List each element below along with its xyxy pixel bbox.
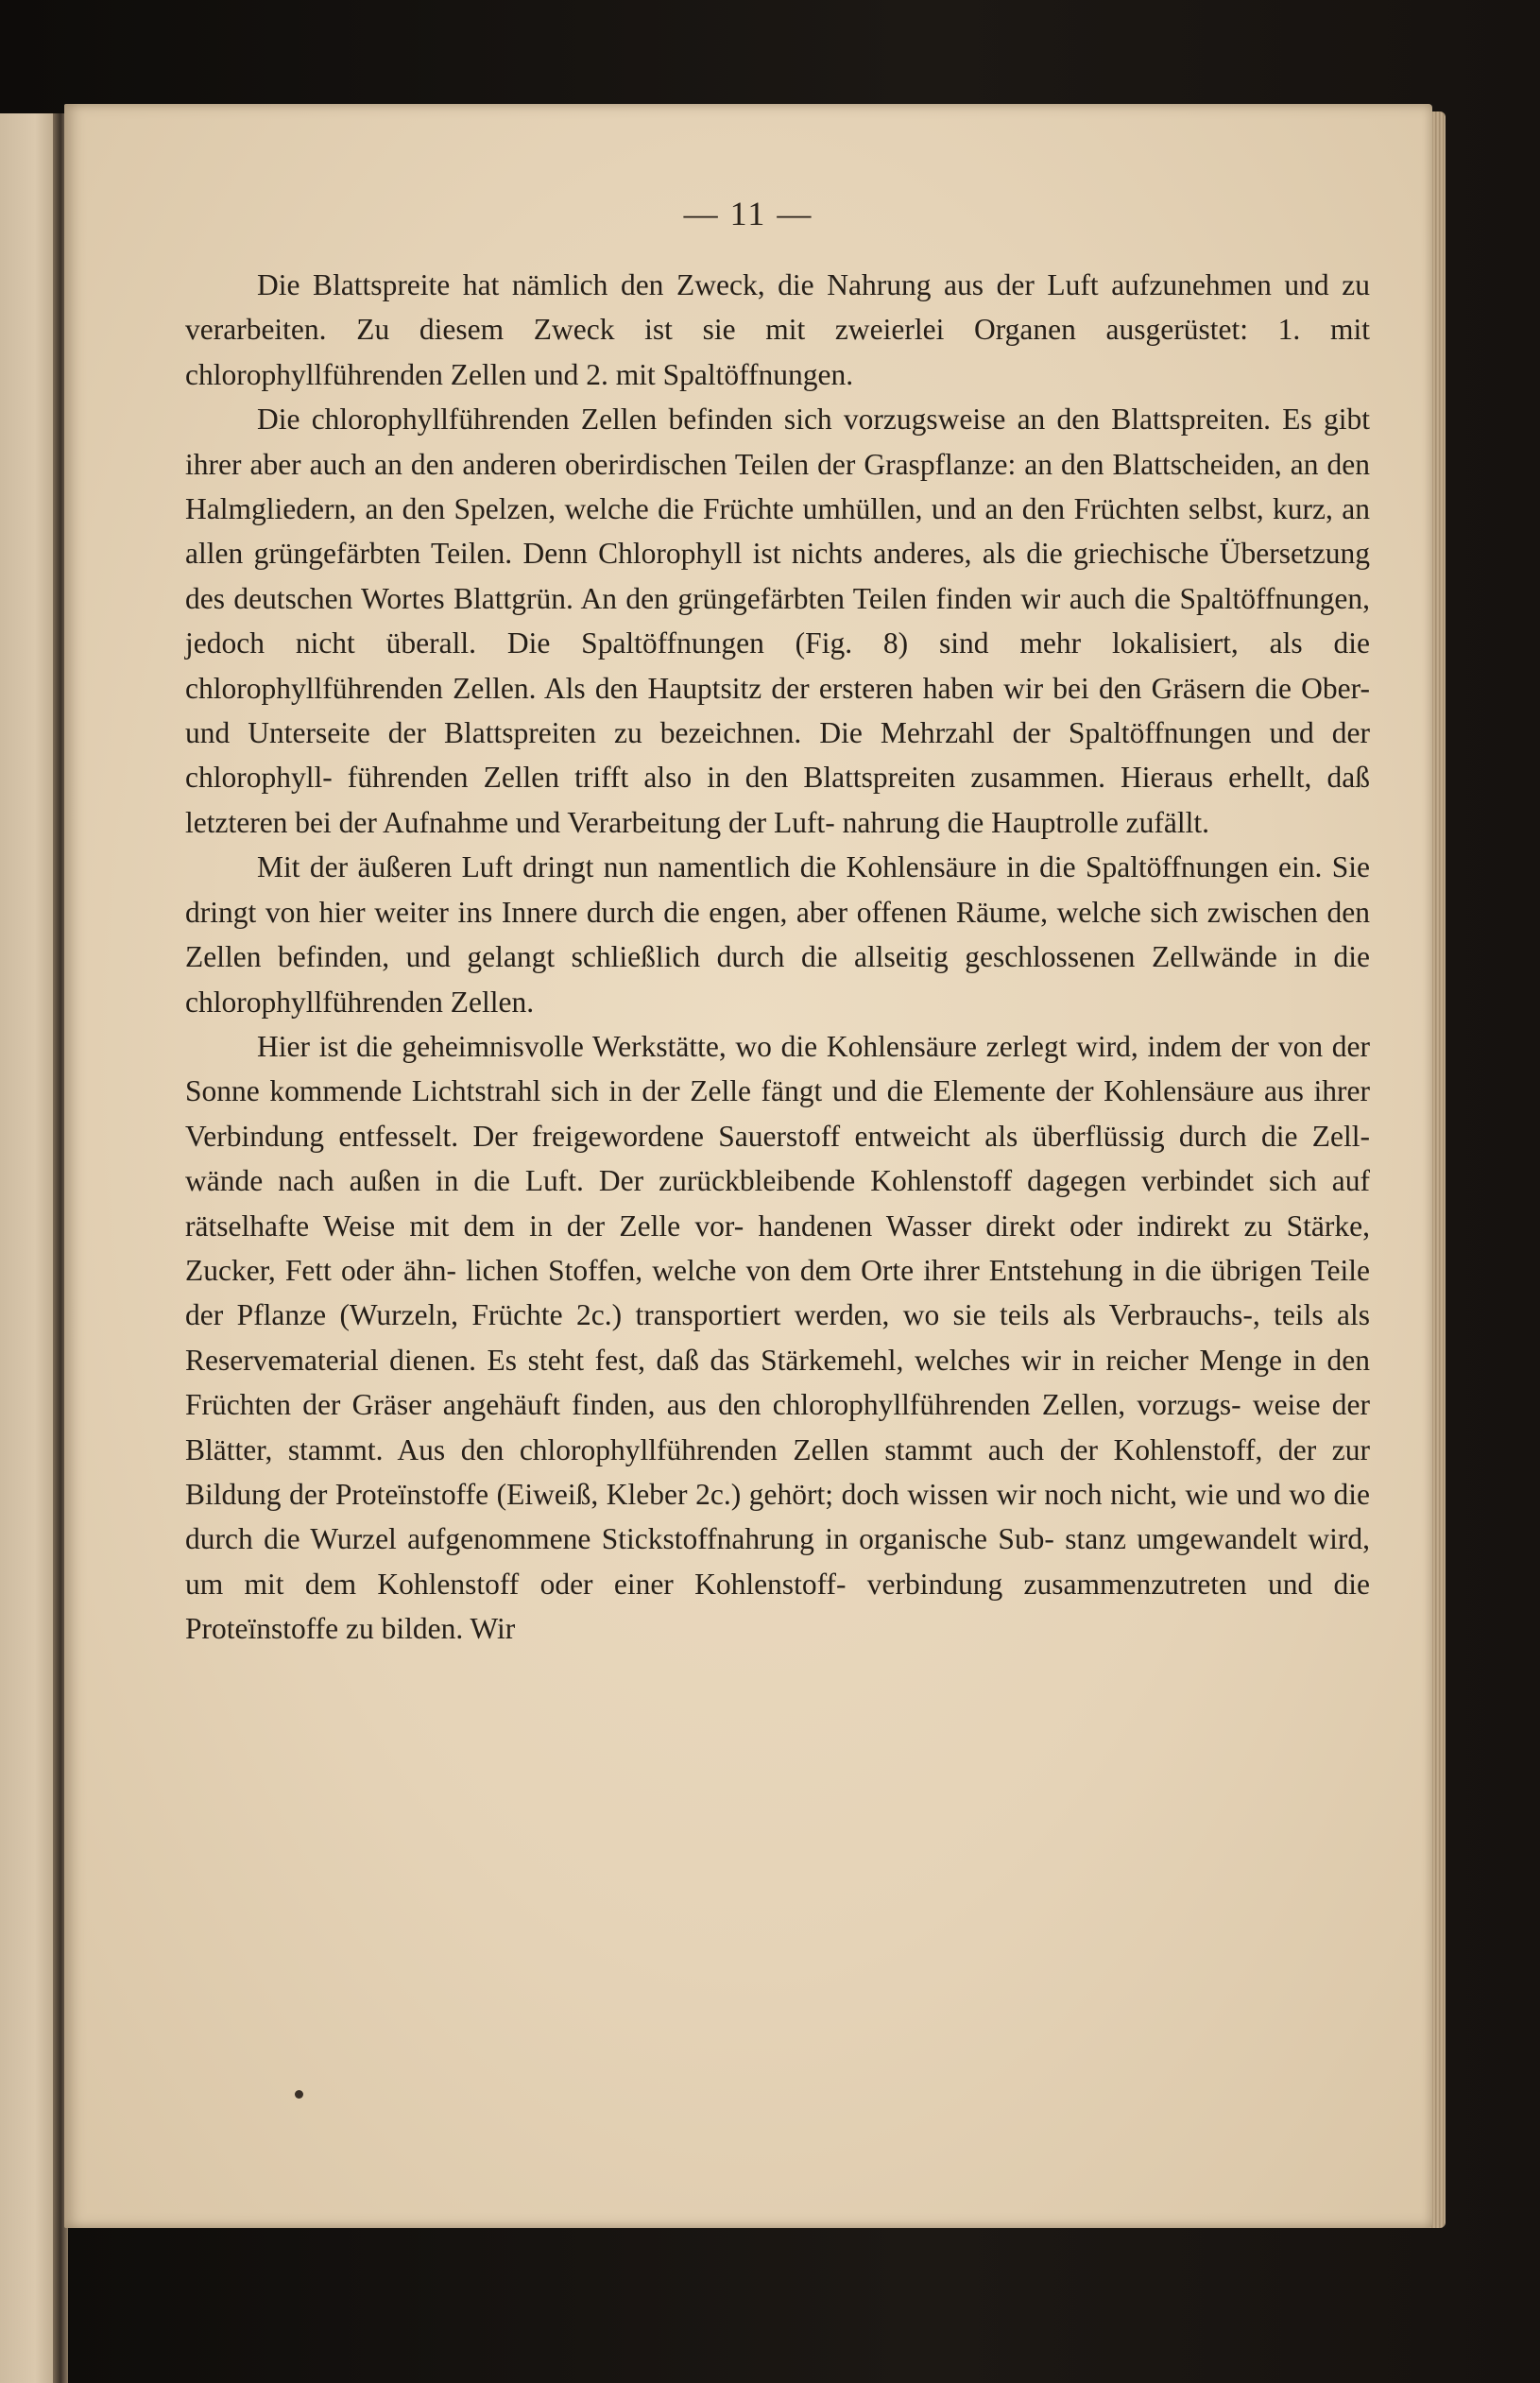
facing-page-edge: [0, 113, 59, 2383]
paragraph-werkstaette: Hier ist die geheimnisvolle Werkstätte, wo die Kohlensäure zerlegt wird, indem der von der Sonne kommende Lichtstrahl sich in der Zelle fängt und die Elemente der Kohlensäure aus ihrer Verbindung entfesselt. Der freigewordene Sauerstoff entweicht als überflüssig durch die Zell- wände nach außen in die Luft. Der zurückbleibende Kohlenstoff dagegen verbindet sich auf rätselhafte Weise mit dem in der Zelle vor- handenen Wasser direkt oder indirekt zu Stärke, Zucker, Fett oder ähn- lichen Stoffen, welche von dem Orte ihrer Entstehung in die übrigen Teile der Pflanze (Wurzeln, Früchte 2c.) transportiert werden, wo sie teils als Verbrauchs-, teils als Reservematerial dienen. Es steht fest, daß das Stärkemehl, welches wir in reicher Menge in den Früchten der Gräser angehäuft finden, aus den chlorophyllführenden Zellen, vorzugs- weise der Blätter, stammt. Aus den chlorophyllführenden Zellen stammt auch der Kohlenstoff, der zur Bildung der Proteïnstoffe (Eiweiß, Kleber 2c.) gehört; doch wissen wir noch nicht, wie und wo die durch die Wurzel aufgenommene Stickstoffnahrung in organische Sub- stanz umgewandelt wird, um mit dem Kohlenstoff oder einer Kohlenstoff- verbindung zusammenzutreten und die Proteïnstoffe zu bilden. Wir: [185, 1029, 1370, 1646]
paragraph-chlorophyll: Die chlorophyllführenden Zellen befinden sich vorzugsweise an den Blattspreiten. Es gibt ihrer aber auch an den anderen oberirdischen Teilen der Graspflanze: an den Blattscheiden, an den Halmgliedern, an den Spelzen, welche die Früchte umhüllen, und an den Früchten selbst, kurz, an allen grüngefärbten Teilen. Denn Chlorophyll ist nichts anderes, als die griechische Übersetzung des deutschen Wortes Blattgrün. An den grüngefärbten Teilen finden wir auch die Spaltöffnungen, jedoch nicht überall. Die Spaltöffnungen (Fig. 8) sind mehr lokalisiert, als die chlorophyllführenden Zellen. Als den Hauptsitz der ersteren haben wir bei den Gräsern die Ober- und Unterseite der Blattspreiten zu bezeichnen. Die Mehrzahl der Spaltöffnungen und der chlorophyll- führenden Zellen trifft also in den Blattspreiten zusammen. Hieraus erhellt, daß letzteren bei der Aufnahme und Verarbeitung der Luft- nahrung die Hauptrolle zufällt.: [185, 403, 1370, 839]
page-number: — 11 —: [683, 195, 813, 232]
body-text: [185, 263, 1370, 1652]
paragraph-blattspreite: Die Blattspreite hat nämlich den Zweck, die Nahrung aus der Luft aufzunehmen und zu verarbeiten. Zu diesem Zweck ist sie mit zweierlei Organen ausgerüstet: 1. mit chlorophyllführenden Zellen und 2. mit Spaltöffnungen.: [185, 268, 1370, 391]
book-page: [64, 104, 1432, 2228]
ink-speck: [295, 2090, 303, 2099]
paragraph-kohlensaeure: Mit der äußeren Luft dringt nun namentlich die Kohlensäure in die Spaltöffnungen ein. Sie dringt von hier weiter ins Innere durch die engen, aber offenen Räume, welche sich zwischen den Zellen befinden, und gelangt schließlich durch die allseitig geschlossenen Zellwände in die chlorophyllführenden Zellen.: [185, 850, 1370, 1019]
